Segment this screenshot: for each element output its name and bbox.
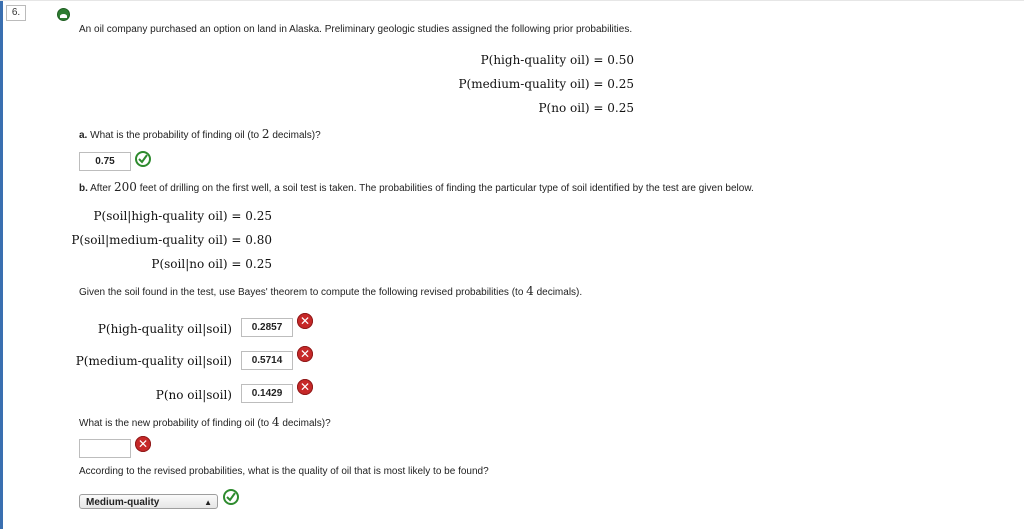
conditional-medium: P(soil|medium-quality oil) = 0.80 xyxy=(71,233,272,247)
part-b-text2: feet of drilling on the first well, a soil test is taken. The probabilities of finding the particular type of soil identified by the test are given below. xyxy=(139,183,754,194)
revised-medium-field[interactable]: 0.5714 xyxy=(241,351,293,370)
x-circle-icon: ✕ xyxy=(297,313,313,329)
revised-medium-label: P(medium-quality oil|soil) xyxy=(75,354,232,368)
revised-none-label: P(no oil|soil) xyxy=(155,388,232,402)
part-b-text1: After xyxy=(90,183,112,194)
quality-select[interactable] xyxy=(79,494,218,509)
check-circle-icon xyxy=(223,489,239,505)
prior-medium: P(medium-quality oil) = 0.25 xyxy=(458,77,634,91)
question-accent-bar xyxy=(0,0,3,529)
check-circle-icon xyxy=(135,151,151,167)
conditional-high: P(soil|high-quality oil) = 0.25 xyxy=(93,209,272,223)
quality-question: According to the revised probabilities, what is the quality of oil that is most likely to be found? xyxy=(79,466,489,477)
top-divider xyxy=(0,0,1024,1)
x-circle-icon: ✕ xyxy=(297,379,313,395)
part-a-answer-field[interactable]: 0.75 xyxy=(79,152,131,171)
new-probability-question xyxy=(79,415,331,429)
part-a-decimals: 2 xyxy=(261,127,270,141)
bayes-text: Given the soil found in the test, use Bayes' theorem to compute the following revised probabilities (to xyxy=(79,287,524,298)
bayes-instruction xyxy=(79,284,582,298)
prior-none: P(no oil) = 0.25 xyxy=(538,101,634,115)
part-b-label: b. xyxy=(79,183,88,194)
part-a-label: a. xyxy=(79,130,88,141)
new-prob-decimals: 4 xyxy=(271,415,280,429)
part-b-question xyxy=(79,180,754,194)
new-prob-suffix: decimals)? xyxy=(282,418,331,429)
bayes-decimals: 4 xyxy=(526,284,534,298)
part-a-suffix: decimals)? xyxy=(272,130,321,141)
bayes-suffix: decimals). xyxy=(536,287,583,298)
x-circle-icon: ✕ xyxy=(135,436,151,452)
select-arrows-icon: ▲ xyxy=(204,498,212,507)
part-a-question xyxy=(79,127,321,141)
new-prob-text: What is the new probability of finding oil (to xyxy=(79,418,270,429)
prior-high: P(high-quality oil) = 0.50 xyxy=(480,53,634,67)
revised-high-label: P(high-quality oil|soil) xyxy=(97,322,232,336)
question-status-icon xyxy=(57,8,70,21)
intro-text: An oil company purchased an option on land in Alaska. Preliminary geologic studies assigned the following prior probabilities. xyxy=(79,24,633,35)
new-probability-field[interactable] xyxy=(79,439,131,458)
part-b-number: 200 xyxy=(114,180,137,194)
revised-none-field[interactable]: 0.1429 xyxy=(241,384,293,403)
revised-high-field[interactable]: 0.2857 xyxy=(241,318,293,337)
part-a-text: What is the probability of finding oil (to xyxy=(90,130,260,141)
quality-select-value: Medium-quality xyxy=(86,497,160,508)
conditional-none: P(soil|no oil) = 0.25 xyxy=(151,257,272,271)
x-circle-icon: ✕ xyxy=(297,346,313,362)
question-number: 6. xyxy=(6,5,26,21)
